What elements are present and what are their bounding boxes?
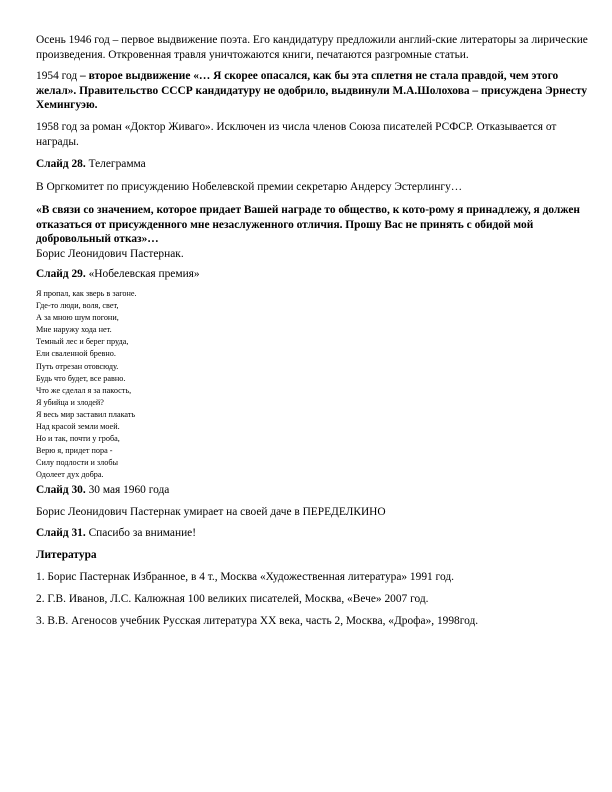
literature-item: 1. Борис Пастернак Избранное, в 4 т., Москва «Художественная литература» 1991 год. bbox=[36, 571, 454, 583]
poem-line: Силу подлости и злобы bbox=[36, 458, 119, 468]
poem-line: Я весь мир заставил плакать bbox=[36, 409, 136, 419]
telegram-address: В Оргкомитет по присуждению Нобелевской премии секретарю Андерсу Эстерлингу… bbox=[36, 181, 463, 193]
telegram-quote: «В связи со значением, которое придает Вашей награде то общество, к кото-рому я принадлежу, я должен отказаться от присужденного мне незаслуженного отличия. Прошу Вас не принять с обидой мой добровольный отказ»… bbox=[36, 204, 580, 246]
slide-30-heading bbox=[36, 483, 588, 498]
literature-item: 2. Г.В. Иванов, Л.С. Калюжная 100 великих писателей, Москва, «Вече» 2007 год. bbox=[36, 593, 429, 605]
slide-30-label: Слайд 30. bbox=[36, 484, 86, 496]
slide-29-title: «Нобелевская премия» bbox=[85, 268, 200, 280]
slide-28-heading bbox=[36, 157, 588, 172]
slide-31-label: Слайд 31. bbox=[36, 527, 86, 539]
poem-line: Путь отрезан отовсюду. bbox=[36, 361, 119, 371]
poem-line: Темный лес и берег пруда, bbox=[36, 337, 129, 347]
paragraph-1946-nomination: Осень 1946 год – первое выдвижение поэта. Его кандидатуру предложили англий-ские литераторы за лирические произведения. Откровенная травля уничтожаются книги, печатаются разгромные статьи. bbox=[36, 34, 588, 61]
slide-29-label: Слайд 29. bbox=[36, 268, 86, 280]
poem-line: Верю я, придет пора - bbox=[36, 446, 113, 456]
poem-line: Где-то люди, воля, свет, bbox=[36, 301, 119, 311]
poem-nobel-prize bbox=[36, 288, 336, 482]
slide-31-heading bbox=[36, 526, 588, 541]
telegram-signature: Борис Леонидович Пастернак. bbox=[36, 248, 184, 260]
poem-line: Я пропал, как зверь в загоне. bbox=[36, 289, 137, 298]
death-announcement: Борис Леонидович Пастернак умирает на своей даче в ПЕРЕДЕЛКИНО bbox=[36, 506, 386, 518]
poem-line: Над красой земли моей. bbox=[36, 422, 120, 432]
poem-line: А за мною шум погони, bbox=[36, 313, 119, 323]
poem-line: Будь что будет, все равно. bbox=[36, 373, 126, 383]
slide-28-title: Телеграмма bbox=[85, 158, 146, 170]
poem-line: Ели сваленной бревно. bbox=[36, 349, 116, 359]
slide-31-title: Спасибо за внимание! bbox=[85, 527, 197, 539]
slide-28-label: Слайд 28. bbox=[36, 158, 86, 170]
year-1954: 1954 год bbox=[36, 70, 78, 82]
poem-line: Что же сделал я за пакость, bbox=[36, 385, 132, 395]
poem-line: Я убийца и злодей? bbox=[36, 397, 104, 407]
slide-29-heading bbox=[36, 267, 588, 282]
slide-30-title: 30 мая 1960 года bbox=[85, 484, 170, 496]
paragraph-1958-novel: 1958 год за роман «Доктор Живаго». Исключен из числа членов Союза писателей РСФСР. Отказывается от награды. bbox=[36, 121, 557, 148]
poem-line: Мне наружу хода нет. bbox=[36, 325, 112, 335]
literature-item: 3. В.В. Агеносов учебник Русская литература XX века, часть 2, Москва, «Дрофа», 1998год. bbox=[36, 615, 479, 627]
paragraph-1954-text: – второе выдвижение «… Я скорее опасался, как бы эта сплетня не стала правдой, чем этого желал». Правительство СССР кандидатуру не одобрило, выдвинули М.А.Шолохова – присуждена Эрнесту Хемингуэю. bbox=[36, 70, 588, 112]
poem-line: Одолеет дух добра. bbox=[36, 470, 104, 480]
poem-line: Но и так, почти у гроба, bbox=[36, 434, 120, 444]
literature-heading: Литература bbox=[36, 549, 97, 561]
paragraph-1954-nomination bbox=[36, 69, 588, 113]
